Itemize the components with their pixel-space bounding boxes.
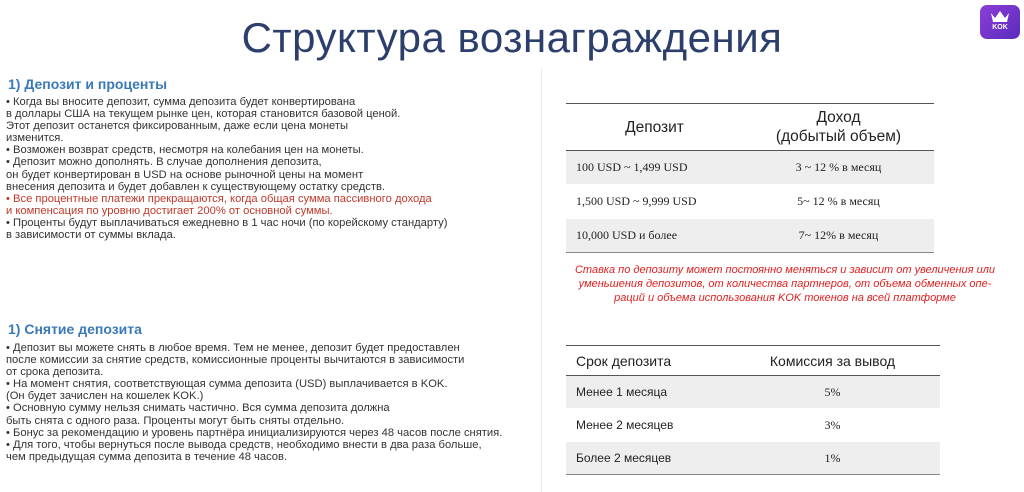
withdraw-line: (Он будет зачислен на кошелек KOK.): [6, 390, 204, 403]
withdraw-line: быть снята с одного раза. Проценты могут быть сняты отдельно.: [6, 414, 345, 427]
table-row: [566, 219, 934, 253]
withdraw-fee: 3%: [725, 409, 940, 442]
deposit-line: он будет конвертирован в USD на основе рыночной цены на момент: [6, 168, 364, 181]
deposit-section-heading: 1) Депозит и проценты: [8, 76, 168, 92]
logo-text: KOK: [992, 24, 1008, 31]
fee-header-commission: Комиссия за вывод: [725, 346, 940, 376]
deposit-range: 1,500 USD ~ 9,999 USD: [566, 185, 743, 219]
withdraw-section-text: [6, 342, 541, 463]
deposit-range: 10,000 USD и более: [566, 219, 743, 253]
deposit-term: Менее 2 месяцев: [566, 409, 725, 442]
fee-table-header: [566, 346, 940, 376]
deposit-line: • Возможен возврат средств, несмотря на колебания цен на монеты.: [6, 144, 364, 157]
deposit-line: изменится.: [6, 132, 64, 145]
monthly-rate: 3 ~ 12 % в месяц: [743, 151, 934, 185]
crown-icon: [990, 10, 1010, 23]
fee-table: [566, 345, 940, 475]
deposit-term: Более 2 месяцев: [566, 442, 725, 475]
kok-logo: [980, 5, 1020, 39]
table-row: [566, 442, 940, 475]
deposit-line-warning: • Все процентные платежи прекращаются, когда общая сумма пассивного дохода: [6, 192, 432, 205]
deposit-range: 100 USD ~ 1,499 USD: [566, 151, 743, 185]
deposit-line: • Проценты будут выплачиваться ежедневно в 1 час ночи (по корейскому стандарту): [6, 216, 448, 229]
rate-note-line: уменьшения депозитов, от количества партнеров, от объема обменных опе-: [578, 278, 992, 290]
fee-header-term: Срок депозита: [566, 346, 725, 376]
deposit-line: внесения депозита и будет добавлен к существующему остатку средств.: [6, 180, 385, 193]
table-row: [566, 376, 940, 409]
monthly-rate: 7~ 12% в месяц: [743, 219, 934, 253]
income-header-income: [743, 104, 934, 151]
deposit-line: • Депозит можно дополнять. В случае дополнения депозита,: [6, 156, 322, 169]
rate-note: [548, 263, 1022, 305]
deposit-line-warning: и компенсация по уровню достигает 200% от основной суммы.: [6, 204, 333, 217]
withdraw-section-heading: 1) Снятие депозита: [8, 321, 142, 337]
deposit-line: в доллары США на текущем рынке цен, которая становится базовой ценой.: [6, 108, 401, 121]
monthly-rate: 5~ 12 % в месяц: [743, 185, 934, 219]
deposit-line: • Когда вы вносите депозит, сумма депозита будет конвертирована: [6, 96, 356, 108]
deposit-section-text: [6, 96, 541, 241]
income-header-income-text: Доход (добытый объем): [775, 109, 902, 145]
withdraw-line: чем предыдущая сумма депозита в течение 48 часов.: [6, 450, 288, 463]
deposit-line: Этот депозит останется фиксированным, даже если цена монеты: [6, 120, 349, 133]
withdraw-fee: 5%: [725, 376, 940, 409]
income-table-header: [566, 104, 934, 151]
deposit-term: Менее 1 месяца: [566, 376, 725, 409]
page-title: Структура вознаграждения: [241, 14, 783, 61]
table-row: [566, 409, 940, 442]
table-row: [566, 185, 934, 219]
deposit-line: в зависимости от суммы вклада.: [6, 229, 176, 242]
withdraw-line: • На момент снятия, соответствующая сумма депозита (USD) выплачивается в KOK.: [6, 378, 448, 391]
withdraw-line: • Депозит вы можете снять в любое время. Тем не менее, депозит будет предоставлен: [6, 342, 460, 354]
income-header-deposit: Депозит: [566, 104, 743, 151]
withdraw-line: после комиссии за снятие средств, комиссионные проценты вычитаются в зависимости: [6, 354, 465, 367]
rate-note-line: Ставка по депозиту может постоянно меняться и зависит от увеличения или: [574, 264, 996, 276]
withdraw-line: • Для того, чтобы вернуться после вывода средств, необходимо внести в два раза больше,: [6, 438, 482, 451]
withdraw-line: от срока депозита.: [6, 366, 104, 379]
withdraw-line: • Основную сумму нельзя снимать частично. Вся сумма депозита должна: [6, 402, 390, 415]
rate-note-line: раций и объема использования KOK токенов на всей платформе: [614, 292, 956, 304]
withdraw-line: • Бонус за рекомендацию и уровень партнёра инициализируются через 48 часов после снятия.: [6, 426, 503, 439]
income-table: [566, 103, 934, 253]
table-row: [566, 151, 934, 185]
withdraw-fee: 1%: [725, 442, 940, 475]
column-divider: [541, 68, 542, 492]
